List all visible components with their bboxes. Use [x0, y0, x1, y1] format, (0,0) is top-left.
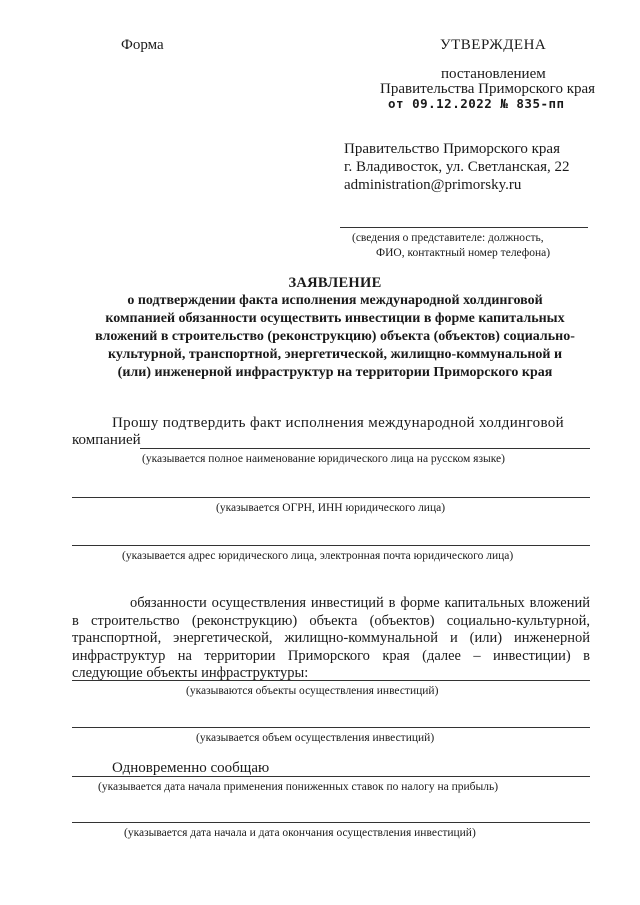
ogrn-inn-line[interactable]: [72, 497, 590, 498]
decree-label: постановлением: [441, 66, 546, 82]
request-line-1: Прошу подтвердить факт исполнения международной холдинговой: [112, 415, 565, 431]
approved-label: УТВЕРЖДЕНА: [440, 37, 547, 53]
decree-stamp: от 09.12.2022 № 835-пп: [388, 96, 565, 111]
title-main: ЗАЯВЛЕНИЕ: [288, 275, 382, 291]
reduced-rate-date-hint: (указывается дата начала применения пониженных ставок по налогу на прибыль): [98, 781, 499, 793]
period-hint: (указывается дата начала и дата окончания осуществления инвестиций): [124, 827, 476, 839]
representative-line[interactable]: [340, 227, 588, 228]
title-body: о подтверждении факта исполнения международной холдинговой компанией обязанности осуществить инвестиции в форме капитальных вложений в строительство (реконструкцию) объекта (объектов) социально-культурной, транспортной, энергетической, жилищно-коммунальной и (или) инженерной инфраструктур на территории Приморского края: [95, 293, 575, 380]
government-label: Правительства Приморского края: [380, 81, 596, 97]
period-line[interactable]: [72, 822, 590, 823]
reduced-rate-date-line[interactable]: [72, 776, 590, 777]
address-email-line[interactable]: [72, 545, 590, 546]
company-name-hint: (указывается полное наименование юридического лица на русском языке): [142, 453, 505, 465]
form-label: Форма: [121, 37, 164, 53]
company-name-line[interactable]: [140, 448, 590, 449]
volume-line[interactable]: [72, 727, 590, 728]
application-title: [95, 274, 575, 382]
address-email-hint: (указывается адрес юридического лица, электронная почта юридического лица): [122, 550, 514, 562]
objects-hint: (указываются объекты осуществления инвестиций): [186, 685, 439, 697]
recipient-name: Правительство Приморского края: [344, 141, 560, 157]
representative-hint-1: (сведения о представителе: должность,: [352, 232, 544, 244]
recipient-address: г. Владивосток, ул. Светланская, 22: [344, 159, 570, 175]
request-line-2: компанией: [72, 432, 141, 448]
obligation-text: обязанности осуществления инвестиций в форме капитальных вложений в строительство (реконструкцию) объекта (объектов) социально-культурной, транспортной, энергетической, жилищно-коммунальной и (или) инженерной инфраструктур на территории Приморского края (далее – инвестиции) в следующие объекты инфраструктуры:: [72, 595, 590, 681]
notify-label: Одновременно сообщаю: [112, 760, 270, 776]
objects-line[interactable]: [72, 680, 590, 681]
recipient-email: administration@primorsky.ru: [344, 177, 522, 193]
ogrn-inn-hint: (указывается ОГРН, ИНН юридического лица): [216, 502, 446, 514]
volume-hint: (указывается объем осуществления инвестиций): [196, 732, 435, 744]
representative-hint-2: ФИО, контактный номер телефона): [376, 247, 551, 259]
